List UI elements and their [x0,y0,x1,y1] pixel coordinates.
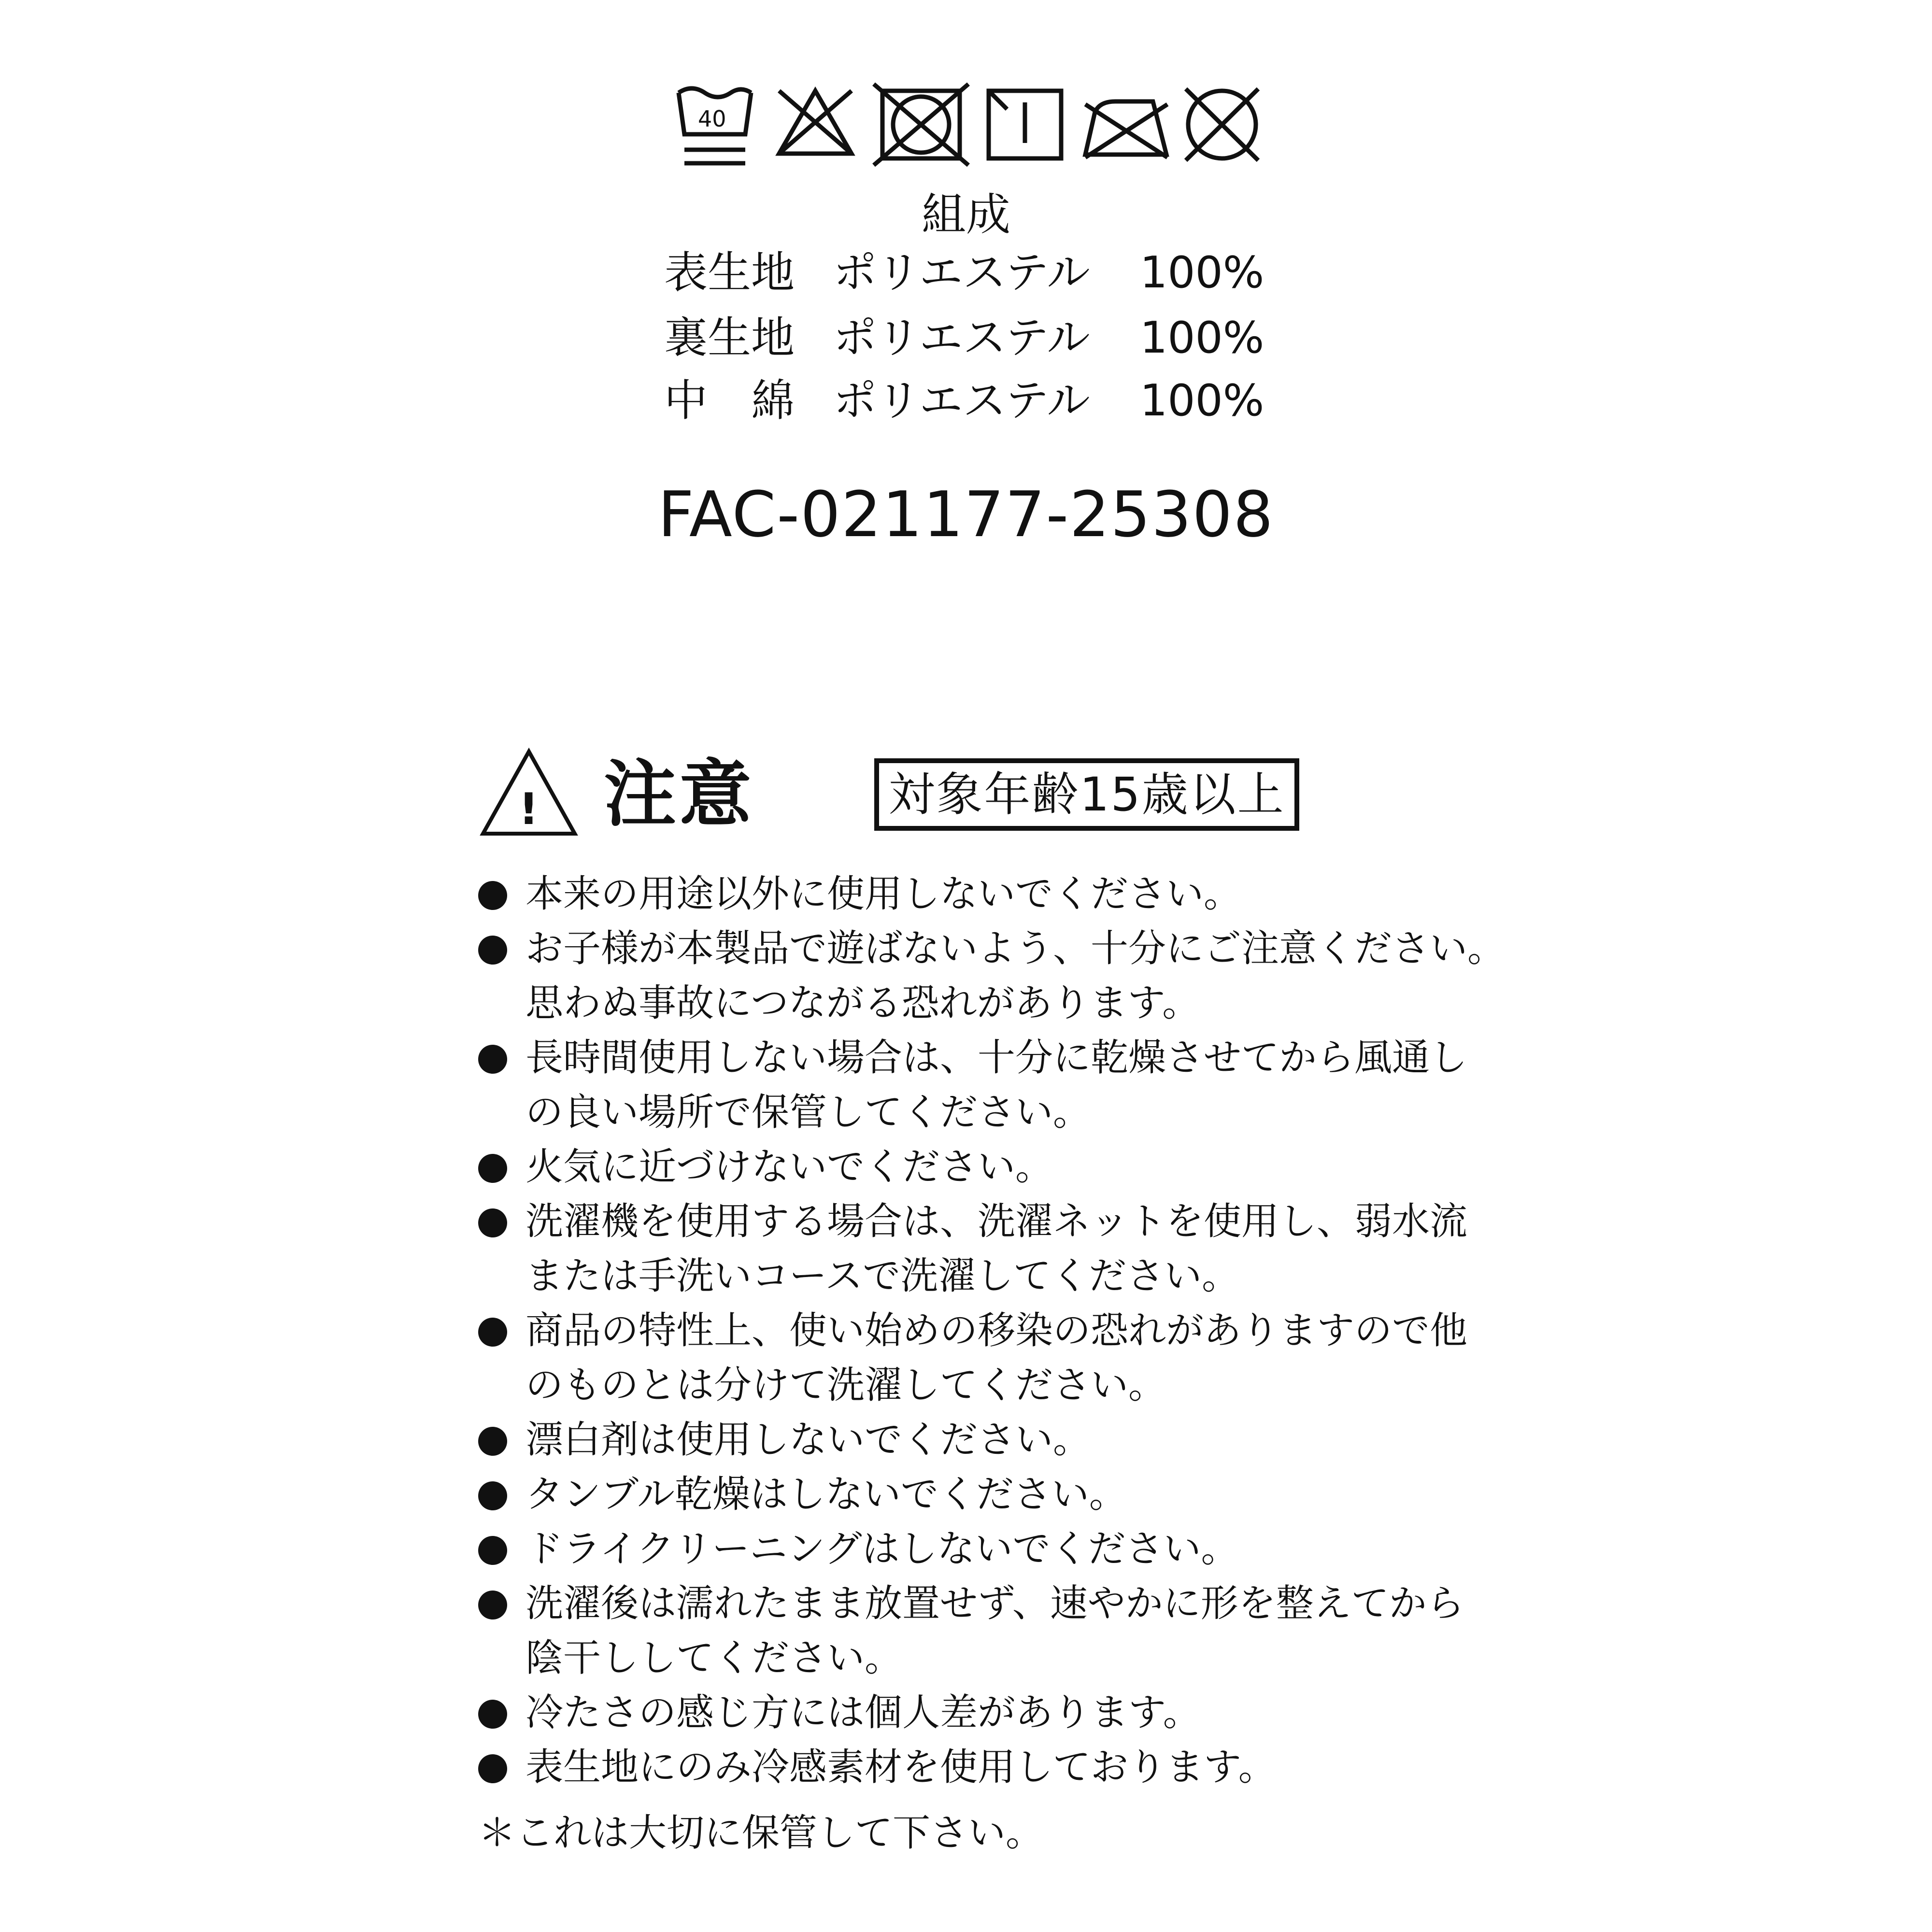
fabric-material: ポリエステル [833,247,1090,298]
line-dry-shade-icon [984,82,1066,179]
notice-line: タンブル乾燥はしないでください。 [526,1473,1127,1516]
notice-line: 陰干ししてください。 [526,1636,903,1680]
notice-line: お子様が本製品で遊ばないよう、十分にご注意ください。 [526,927,1506,970]
notice-line: の良い場所で保管してください。 [526,1091,1091,1134]
caution-header [478,744,1328,840]
notice-item [478,1031,1613,1140]
bullet-icon [478,1536,507,1565]
fabric-material: ポリエステル [833,313,1090,363]
product-code: FAC-021177-25308 [658,478,1274,551]
bullet-icon [478,1700,507,1729]
bullet-icon [478,1154,507,1183]
notice-item [478,1413,1613,1467]
notice-item [478,1304,1613,1413]
no-bleach-icon [774,82,856,179]
fabric-percent: 100% [1140,247,1264,298]
notice-line: ドライクリーニングはしないでください。 [526,1527,1239,1571]
composition-row [664,244,1292,302]
bullet-icon [478,936,507,965]
bullet-icon [478,1427,507,1456]
bullet-icon [478,1481,507,1510]
notice-item [478,1140,1613,1194]
notice-line: 冷たさの感じ方には個人差があります。 [526,1691,1201,1734]
notice-item [478,1686,1613,1740]
notice-item [478,1522,1613,1577]
warning-triangle-icon [478,747,580,838]
no-iron-icon [1080,82,1172,179]
notice-line: 思わぬ事故につながる恐れがあります。 [526,981,1200,1025]
notice-line: 表生地にのみ冷感素材を使用しております。 [526,1746,1276,1789]
no-tumble-dry-icon [873,82,969,179]
notice-item [478,1467,1613,1522]
notice-item [478,867,1613,922]
bullet-icon [478,1208,507,1237]
fabric-percent: 100% [1140,313,1264,363]
notice-line: 洗濯後は濡れたまま放置せず、速やかに形を整えてから [526,1582,1464,1625]
composition-row [664,372,1292,430]
notice-line: または手洗いコースで洗濯してください。 [526,1254,1240,1298]
care-symbols [674,82,1263,179]
age-label: 対象年齢15歳以上 [874,758,1299,831]
footnote: ＊これは大切に保管して下さい。 [478,1811,1044,1855]
notice-item [478,922,1613,1031]
fabric-part: 表生地 [664,247,795,298]
bullet-icon [478,1318,507,1347]
notice-line: 漂白剤は使用しないでください。 [526,1418,1091,1462]
notice-line: 商品の特性上、使い始めの移染の恐れがありますので他 [526,1309,1468,1352]
fabric-part: 中 綿 [664,375,795,426]
notice-item [478,1194,1613,1304]
notice-list [478,867,1613,1795]
notice-item [478,1577,1613,1686]
wash-temp-label: 40 [698,106,726,132]
notice-line: 火気に近づけないでください。 [526,1145,1053,1189]
caution-title: 注意 [604,753,755,837]
fabric-material: ポリエステル [833,375,1090,426]
notice-line: 長時間使用しない場合は、十分に乾燥させてから風通し [526,1036,1468,1080]
composition-title: 組成 [921,189,1010,241]
bullet-icon [478,1045,507,1074]
fabric-percent: 100% [1140,375,1264,426]
no-dry-clean-icon [1181,82,1263,179]
bullet-icon [478,1591,507,1619]
bullet-icon [478,1754,507,1783]
notice-line: 洗濯機を使用する場合は、洗濯ネットを使用し、弱水流 [526,1200,1468,1243]
notice-line: のものとは分けて洗濯してください。 [526,1364,1166,1407]
notice-item [478,1740,1613,1795]
composition-row [664,309,1292,367]
bullet-icon [478,881,507,910]
notice-line: 本来の用途以外に使用しないでください。 [526,872,1242,916]
fabric-part: 裏生地 [664,313,795,363]
wash-40-gentle-icon [674,82,756,179]
svg-text:!: ! [519,784,539,835]
